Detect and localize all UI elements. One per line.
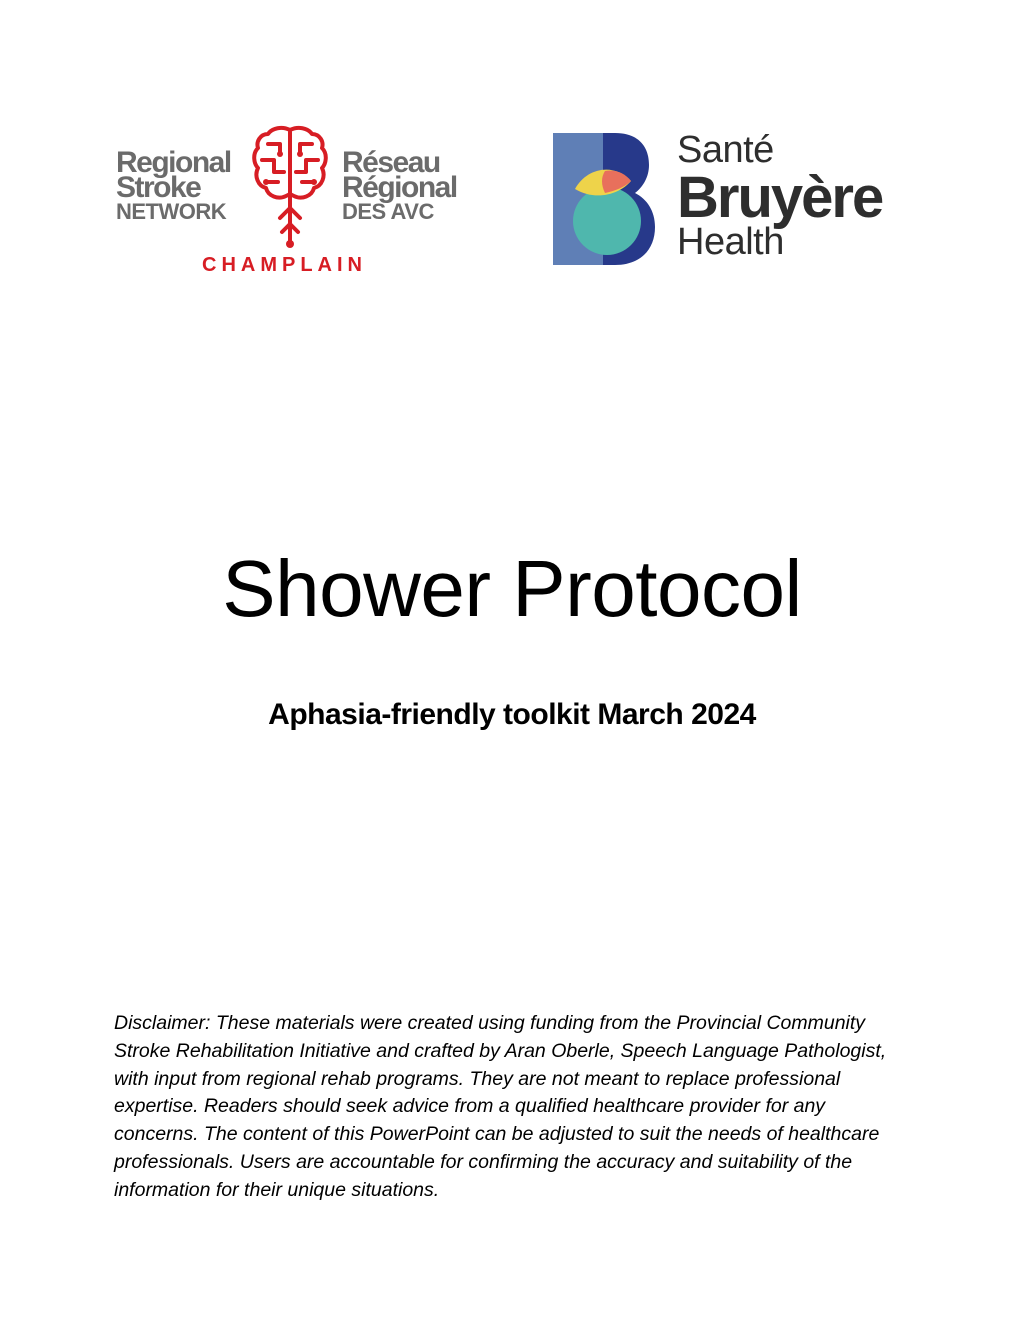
bruyere-name: Bruyère	[677, 165, 883, 230]
rsn-line-regional-fr: Régional	[342, 171, 457, 204]
rsn-line-reseau: Réseau	[342, 146, 440, 179]
bruyere-b-mark-icon	[553, 131, 655, 267]
bruyere-health: Health	[677, 221, 784, 263]
bruyere-wordmark	[677, 131, 882, 261]
rsn-line-regional: Regional	[116, 146, 231, 179]
rsn-region-label: CHAMPLAIN	[202, 254, 367, 276]
rsn-french-name	[342, 148, 457, 223]
bruyere-sante: Santé	[677, 129, 774, 171]
disclaimer-text: Disclaimer: These materials were created using funding from the Provincial Community Stroke Rehabilitation Initiative and crafted by Aran Oberle, Speech Language Pathologist, with input from regional rehab programs. They are not meant to replace professional expertise. Readers should seek advice from a qualified healthcare provider for any concerns. The content of this PowerPoint can be adjusted to suit the needs of healthcare professionals. Users are accountable for confirming the accuracy and suitability of the information for their unique situations.	[114, 1012, 887, 1201]
rsn-english-name	[116, 148, 231, 223]
bruyere-logo	[553, 131, 933, 271]
rsn-line-stroke: Stroke	[116, 171, 201, 204]
document-title: Shower Protocol	[222, 544, 802, 633]
regional-stroke-network-logo	[114, 124, 464, 276]
document-subtitle: Aphasia-friendly toolkit March 2024	[268, 698, 756, 731]
rsn-line-network: NETWORK	[116, 199, 227, 224]
rsn-line-des-avc: DES AVC	[342, 199, 434, 224]
brain-icon	[252, 124, 328, 250]
